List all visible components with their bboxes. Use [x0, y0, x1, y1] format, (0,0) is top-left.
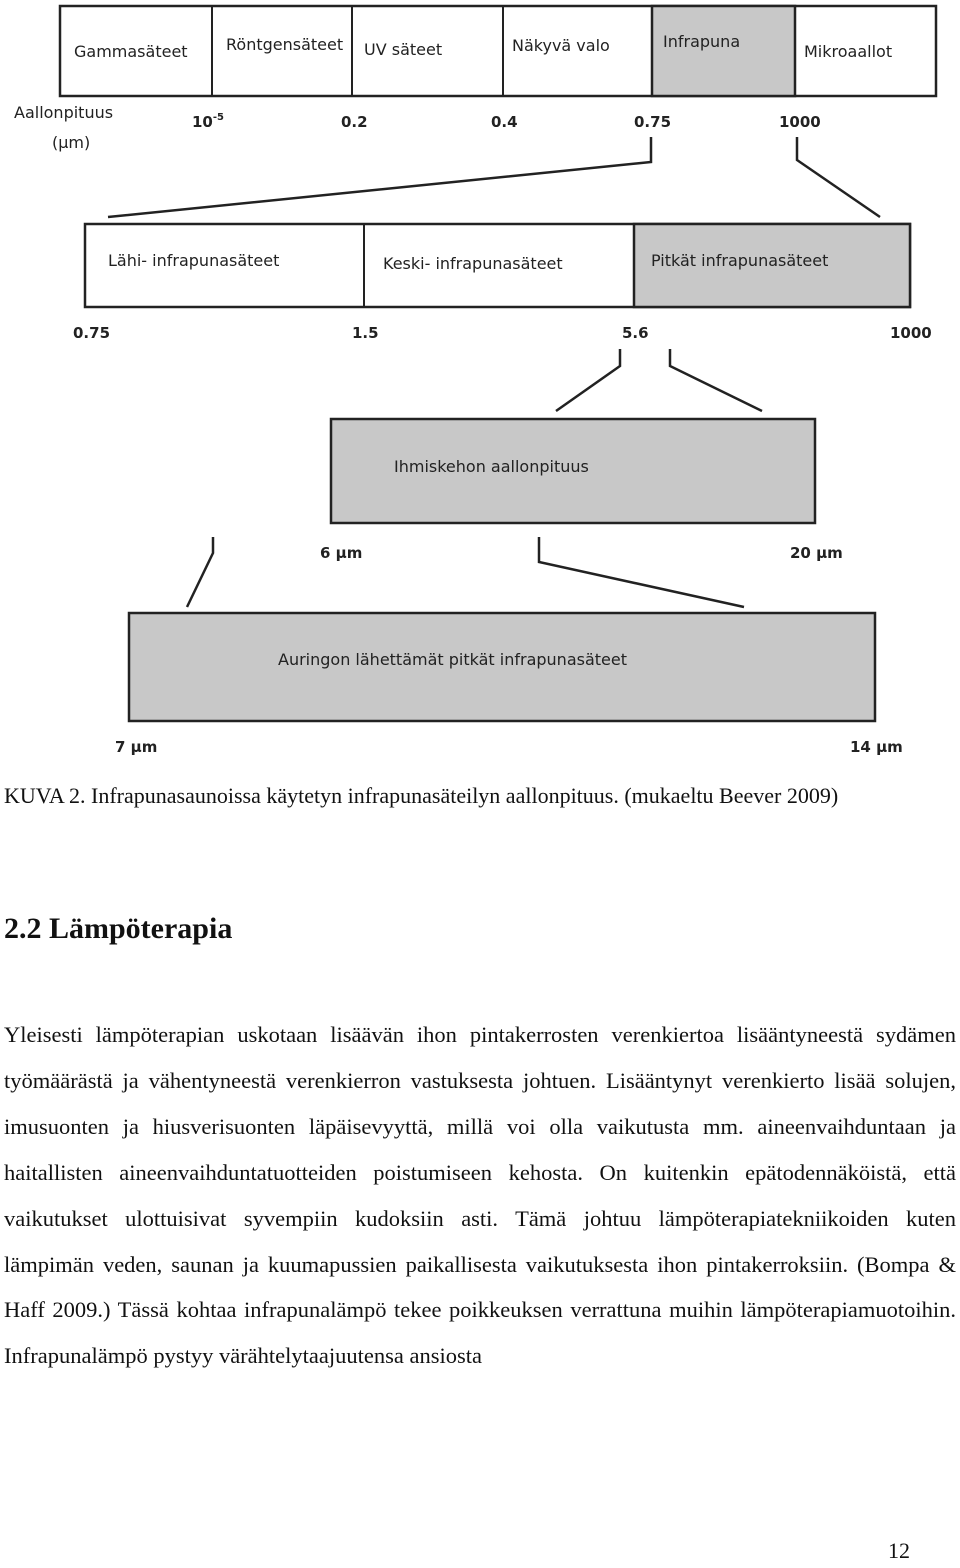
- human-body-min: 6 µm: [320, 544, 363, 562]
- band-uv: UV säteet: [364, 40, 443, 59]
- band-far-infrared: Pitkät infrapunasäteet: [651, 251, 829, 270]
- boundary-uv-visible: 0.4: [491, 113, 518, 131]
- zoom-connector-2: [556, 349, 762, 411]
- figure-caption: KUVA 2. Infrapunasaunoissa käytetyn infrapunasäteilyn aallonpituus. (mukaeltu Beever 2009): [4, 783, 839, 808]
- boundary-infrared-microwave: 1000: [779, 113, 821, 131]
- boundary-gamma-xray: $10^{-5}$: [192, 112, 224, 131]
- boundary-visible-infrared: 0.75: [634, 113, 672, 131]
- band-xray: Röntgensäteet: [226, 35, 344, 54]
- zoom-connector-3: [187, 537, 744, 607]
- infrared-bar: [85, 224, 910, 307]
- axis-label: Aallonpituus: [14, 103, 114, 122]
- wavelength-figure: [0, 0, 960, 770]
- band-near-infrared: Lähi- infrapunasäteet: [108, 251, 280, 270]
- band-gamma: Gammasäteet: [74, 42, 188, 61]
- band-visible: Näkyvä valo: [512, 36, 610, 55]
- human-body-max: 20 µm: [790, 544, 843, 562]
- body-paragraph: Yleisesti lämpöterapian uskotaan lisäävän ihon pintakerrosten verenkiertoa lisääntyneestä sydämen työmäärästä ja vähentyneestä verenkierron vastuksesta johtuen. Lisääntynyt verenkierto lisää solujen, imusuonten ja hiusverisuonten läpäisevyyttä, millä voi olla vaikutusta mm. aineenvaihduntaan ja haitallisten aineenvaihduntatuotteiden poistumiseen kehosta. On kuitenkin epätodennäköistä, että vaikutukset ulottuisivat syvempiin kudoksiin asti. Tämä johtuu lämpöterapiatekniikoiden kuten lämpimän veden, saunan ja kuumapussien paikallisesta vaikutuksesta ihon pintakerroksiin. (Bompa & Haff 2009.) Tässä kohtaa infrapunalämpö tekee poikkeuksen verrattuna muihin lämpöterapiamuotoihin. Infrapunalämpö pystyy värähtelytaajuutensa ansiosta: [4, 1022, 956, 1369]
- band-microwave: Mikroaallot: [804, 42, 893, 61]
- spectrum-bar: [60, 6, 936, 96]
- sun-label: Auringon lähettämät pitkät infrapunasäteet: [278, 650, 627, 669]
- band-infrared: Infrapuna: [663, 32, 741, 51]
- section-heading: 2.2 Lämpöterapia: [4, 912, 233, 945]
- zoom-connector-1: [108, 137, 880, 217]
- page-number: 12: [888, 1538, 910, 1563]
- axis-unit: (µm): [52, 133, 91, 152]
- boundary-xray-uv: 0.2: [341, 113, 368, 131]
- sun-max: 14 µm: [850, 738, 903, 756]
- ir-boundary-3: 1000: [890, 324, 932, 342]
- ir-boundary-1: 1.5: [352, 324, 379, 342]
- band-mid-infrared: Keski- infrapunasäteet: [383, 254, 563, 273]
- ir-boundary-2: 5.6: [622, 324, 649, 342]
- human-body-label: Ihmiskehon aallonpituus: [394, 457, 589, 476]
- ir-boundary-0: 0.75: [73, 324, 111, 342]
- sun-min: 7 µm: [115, 738, 158, 756]
